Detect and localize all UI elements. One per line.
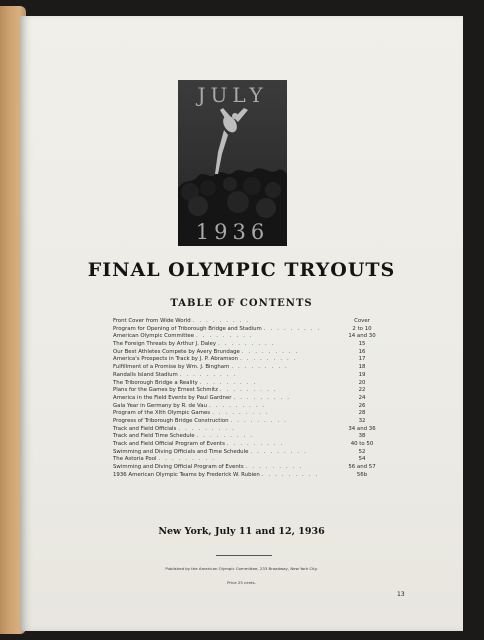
event-date-line: New York, July 11 and 12, 1936 bbox=[158, 526, 325, 537]
toc-entry bbox=[113, 372, 377, 380]
toc-entry-title: 1936 American Olympic Teams by Frederick W. Rubien bbox=[113, 471, 260, 478]
toc-entry-title: Swimming and Diving Official Program of Events bbox=[113, 464, 244, 471]
toc-leader-dots: ......... bbox=[178, 425, 239, 432]
toc-entry-page: 18 bbox=[358, 364, 366, 371]
toc-leader-dots: ......... bbox=[230, 417, 291, 424]
toc-entry-page: 19 bbox=[358, 371, 366, 378]
toc-entry-title: The Foreign Threats by Arthur J. Daley bbox=[113, 341, 217, 348]
toc-entry-page: 16 bbox=[358, 348, 366, 355]
toc-leader-dots: ......... bbox=[196, 333, 257, 340]
toc-entry-title: Gala Year in Germany by R. de Vau bbox=[113, 402, 207, 409]
toc-entry-page: 17 bbox=[358, 356, 366, 363]
toc-leader-dots: ......... bbox=[233, 394, 294, 401]
toc-entry-title: America's Prospects in Track by J. P. Abramson bbox=[113, 356, 238, 363]
toc-entry-page: 26 bbox=[358, 402, 366, 409]
toc-entry bbox=[113, 356, 377, 364]
toc-entry bbox=[113, 387, 377, 395]
toc-leader-dots: ......... bbox=[231, 364, 292, 371]
toc-entry bbox=[113, 341, 377, 349]
toc-entry bbox=[113, 410, 377, 418]
toc-leader-dots: ......... bbox=[212, 410, 273, 417]
cover-month: JULY bbox=[197, 83, 268, 107]
toc-entry-page: 22 bbox=[358, 387, 366, 394]
toc-entry bbox=[113, 318, 377, 326]
toc-entry-page: 20 bbox=[358, 379, 366, 386]
toc-entry-page: 56b bbox=[356, 471, 368, 478]
toc-entry bbox=[113, 426, 377, 434]
toc-leader-dots: ......... bbox=[261, 471, 323, 478]
toc-leader-dots: ......... bbox=[158, 456, 219, 463]
toc-leader-dots: ......... bbox=[219, 387, 281, 394]
toc-entry-page: 15 bbox=[358, 341, 366, 348]
toc-entry-page: 24 bbox=[358, 394, 366, 401]
table-of-contents bbox=[113, 318, 377, 479]
toc-leader-dots: ......... bbox=[263, 325, 325, 332]
toc-entry-title: American Olympic Committee bbox=[113, 333, 195, 340]
toc-heading: TABLE OF CONTENTS bbox=[170, 298, 313, 309]
toc-entry bbox=[113, 418, 377, 426]
toc-leader-dots: ......... bbox=[245, 464, 307, 471]
toc-leader-dots: ......... bbox=[208, 402, 270, 409]
toc-entry-title: Progress of Triborough Bridge Construction bbox=[113, 417, 229, 424]
toc-entry bbox=[113, 472, 377, 480]
toc-entry-page: 32 bbox=[358, 417, 366, 424]
toc-entry bbox=[113, 441, 377, 449]
divider-rule bbox=[216, 555, 272, 556]
toc-entry-page: 14 and 30 bbox=[348, 333, 376, 340]
toc-leader-dots: ......... bbox=[241, 348, 303, 355]
toc-entry bbox=[113, 395, 377, 403]
toc-entry-page: 38 bbox=[358, 433, 366, 440]
toc-entry bbox=[113, 403, 377, 411]
toc-entry-title: Fulfillment of a Promise by Wm. J. Bingham bbox=[113, 364, 230, 371]
toc-leader-dots: ......... bbox=[218, 341, 279, 348]
toc-entry-title: Our Best Athletes Compete by Avery Brundage bbox=[113, 348, 240, 355]
toc-entry bbox=[113, 349, 377, 357]
toc-entry-page: 2 to 10 bbox=[352, 325, 372, 332]
toc-entry-page: 28 bbox=[358, 410, 366, 417]
toc-entry-title: Swimming and Diving Officials and Time Schedule bbox=[113, 448, 249, 455]
toc-entry bbox=[113, 433, 377, 441]
toc-entry bbox=[113, 326, 377, 334]
toc-leader-dots: ......... bbox=[226, 441, 288, 447]
toc-entry bbox=[113, 364, 377, 372]
toc-entry-title: The Astoria Pool bbox=[113, 456, 157, 463]
toc-entry-title: Program for Opening of Triborough Bridge and Stadium bbox=[113, 325, 262, 332]
toc-entry-title: Track and Field Official Program of Events bbox=[113, 441, 225, 447]
toc-leader-dots: ......... bbox=[199, 379, 261, 386]
toc-entry-page: 34 and 36 bbox=[348, 425, 376, 432]
toc-entry-title: Track and Field Time Schedule bbox=[113, 433, 195, 440]
toc-entry-page: 54 bbox=[358, 456, 366, 463]
cover-thumbnail bbox=[178, 80, 287, 246]
toc-entry-page: 52 bbox=[358, 448, 366, 455]
toc-leader-dots: ......... bbox=[250, 448, 311, 455]
toc-entry-title: Track and Field Officials bbox=[113, 425, 177, 432]
price-note: Price 25 cents. bbox=[227, 580, 256, 585]
toc-entry-title: Front Cover from Wide World bbox=[113, 318, 191, 324]
toc-entry-title: Randalls Island Stadium bbox=[113, 371, 178, 378]
toc-leader-dots: ......... bbox=[239, 356, 301, 363]
toc-entry-title: Program of the XIth Olympic Games bbox=[113, 410, 211, 417]
cover-year: 1936 bbox=[195, 220, 270, 244]
toc-leader-dots: ......... bbox=[196, 433, 257, 440]
toc-entry bbox=[113, 333, 377, 341]
toc-entry-page: 40 to 50 bbox=[350, 441, 374, 447]
page-title: FINAL OLYMPIC TRYOUTS bbox=[87, 259, 396, 281]
toc-entry-title: America in the Field Events by Paul Gardner bbox=[113, 394, 232, 401]
publisher-note: Published by the American Olympic Committee, 233 Broadway, New York City. bbox=[165, 566, 318, 571]
toc-entry-title: Plans for the Games by Ernest Schmitz bbox=[113, 387, 218, 394]
toc-leader-dots: ......... bbox=[192, 318, 254, 324]
toc-entry bbox=[113, 380, 377, 388]
toc-entry bbox=[113, 449, 377, 457]
toc-entry-page: 56 and 57 bbox=[348, 464, 376, 471]
toc-entry bbox=[113, 464, 377, 472]
toc-entry bbox=[113, 456, 377, 464]
toc-entry-title: The Triborough Bridge a Reality bbox=[113, 379, 198, 386]
magazine-page bbox=[20, 16, 463, 631]
toc-entry-page: Cover bbox=[354, 318, 370, 324]
toc-leader-dots: ......... bbox=[179, 371, 241, 378]
page-number: 13 bbox=[397, 591, 405, 598]
